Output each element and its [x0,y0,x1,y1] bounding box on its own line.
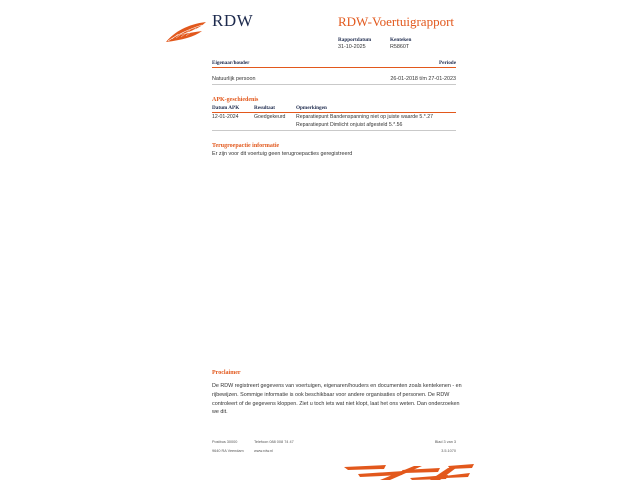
apk-row-remark-2: Reparatiepunt Dimlicht onjuist afgesteld 5.*.56 [296,122,403,128]
recall-text: Er zijn voor dit voertuig geen terugroepacties geregistreerd [212,151,353,157]
report-date-label: Rapportdatum [338,37,372,43]
owner-period: 26-01-2018 t/m 27-01-2023 [390,76,456,82]
plate-label: Kenteken [390,37,412,43]
period-header: Periode [439,60,456,66]
apk-row-result: Goedgekeurd [254,114,286,120]
footer-city: 9640 RA Veendam [212,449,244,453]
apk-section-title: APK-geschiedenis [212,97,259,103]
footer-phone: Telefoon 088 008 74 47 [254,440,294,444]
apk-col-result: Resultaat [254,105,276,111]
apk-col-remarks: Opmerkingen [296,105,327,111]
brand-name: RDW [212,11,254,30]
disclaimer-body [212,382,462,417]
apk-row-date: 12-01-2024 [212,114,239,120]
footer-version: 3.5.1070 [441,449,456,453]
report-date-value: 31-10-2025 [338,44,366,50]
apk-col-date: Datum APK [212,105,240,111]
disclaimer-line: rijbewijzen. Sommige informatie is ook beschikbaar voor andere organisaties of personen. De RDW [212,391,450,398]
apk-row-remark-1: Reparatiepunt Bandenspanning niet op juiste waarde 5.*.27 [296,114,433,120]
disclaimer-line: controleert of de gegevens kloppen. Ziet u toch iets wat niet klopt, laat het ons weten. Dan onderzoeken [212,400,460,407]
apk-row-divider [212,130,456,131]
footer-website: www.rdw.nl [254,449,273,453]
footer-postbus: Postbus 30000 [212,440,238,444]
rdw-feather-logo-icon [164,20,208,44]
owner-header: Eigenaar/houder [212,60,250,66]
disclaimer-line: De RDW registreert gegevens van voertuigen, eigenaren/houders en documenten zoals kentekenen - en [212,383,462,389]
footer-page: Blad 3 van 3 [434,440,456,444]
apk-header-divider [212,112,456,113]
owner-type: Natuurlijk persoon [212,76,256,82]
disclaimer-title: Proclaimer [212,370,241,376]
disclaimer-line: we dit. [212,409,228,416]
owner-row-divider [212,84,456,85]
owner-divider [212,67,456,68]
report-title: RDW-Voertuigrapport [338,14,455,29]
recall-section-title: Terugroepactie informatie [212,143,280,149]
plate-value: R5860T [390,44,410,50]
rdw-stripes-graphic-icon [344,462,476,480]
